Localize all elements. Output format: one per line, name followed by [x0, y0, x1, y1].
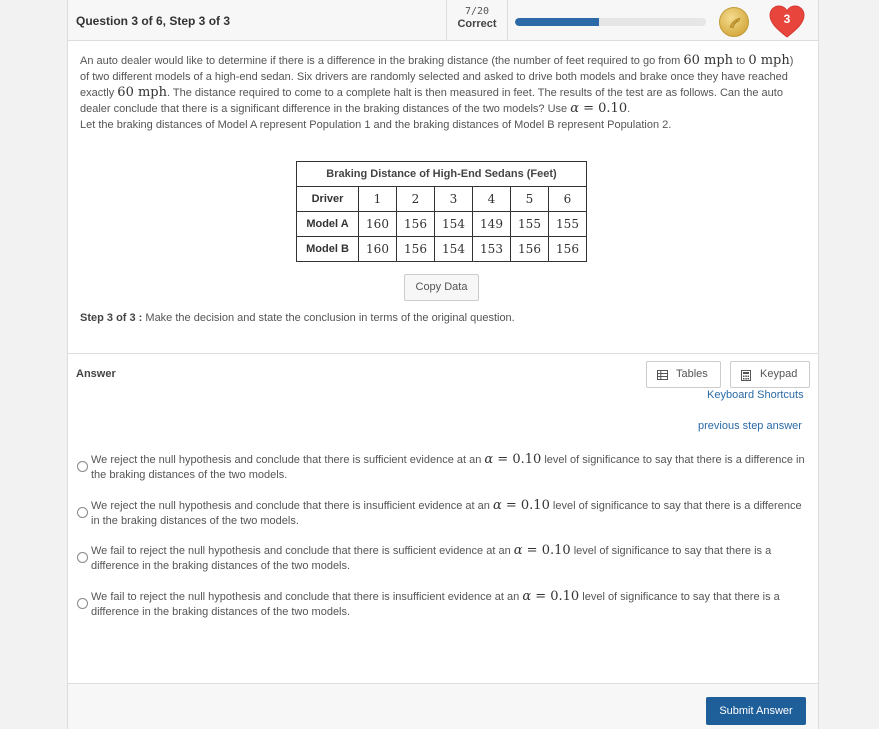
- braking-distance-table: [296, 161, 587, 262]
- progress-bar: [515, 18, 706, 26]
- step-instruction: [80, 312, 515, 324]
- table-cell: 154: [435, 237, 473, 262]
- question-header: [68, 0, 818, 41]
- option-radio[interactable]: [77, 598, 88, 609]
- table-row: [297, 237, 587, 262]
- keypad-button[interactable]: [730, 361, 810, 388]
- math-alpha-value: = 0.10: [578, 101, 628, 116]
- answer-label: Answer: [76, 368, 116, 380]
- table-header-cell: 1: [359, 187, 397, 212]
- table-cell: 154: [435, 212, 473, 237]
- table-header-cell: 5: [511, 187, 549, 212]
- coin-icon[interactable]: [719, 7, 749, 37]
- question-text: [80, 53, 796, 133]
- keypad-button-label: Keypad: [760, 368, 798, 380]
- option-text-part: We fail to reject the null hypothesis and conclude that there is insufficient evidence at an: [91, 591, 523, 603]
- table-cell: 155: [511, 212, 549, 237]
- option-text-part: We fail to reject the null hypothesis and conclude that there is sufficient evidence at an: [91, 545, 514, 557]
- score-box: [446, 0, 508, 41]
- table-icon: [657, 370, 668, 380]
- table-header-cell: 4: [473, 187, 511, 212]
- heart-icon: [769, 5, 805, 39]
- table-cell: 153: [473, 237, 511, 262]
- option-text-part: We reject the null hypothesis and conclude that there is sufficient evidence at an: [91, 454, 485, 466]
- math-alpha-value: = 0.10: [531, 589, 580, 604]
- option-text[interactable]: [91, 452, 806, 483]
- question-text-part: .: [627, 103, 631, 115]
- table-header-cell: 6: [549, 187, 587, 212]
- math-alpha-value: = 0.10: [501, 498, 550, 513]
- row-label: Model A: [297, 212, 359, 237]
- math-alpha-value: = 0.10: [493, 452, 542, 467]
- math-alpha: α: [522, 589, 532, 604]
- progress-fill: [515, 18, 599, 26]
- math-alpha: α: [513, 543, 523, 558]
- math-alpha: α: [492, 498, 502, 513]
- score-fraction: 7/20: [464, 6, 490, 17]
- section-divider: [68, 353, 818, 354]
- copy-data-button[interactable]: Copy Data: [404, 274, 479, 301]
- previous-step-answer-link[interactable]: previous step answer: [698, 420, 802, 432]
- table-header-row: [297, 187, 587, 212]
- table-cell: 149: [473, 212, 511, 237]
- question-text-part: . The distance required to come to a complete halt is then measured in feet. The results of the test are as follows. Can the auto dealer conclude that there is a significant difference in the braking distances of the two models? Use: [80, 87, 783, 115]
- option-text-part: level of significance to say that there is a difference in the braking distances of the two models.: [91, 454, 805, 481]
- option-text-part: level of significance to say that there is a difference in the braking distances of the two models.: [91, 545, 772, 572]
- question-title: Question 3 of 6, Step 3 of 3: [76, 14, 231, 28]
- submit-answer-button[interactable]: Submit Answer: [706, 697, 806, 725]
- score-label: Correct: [457, 18, 497, 30]
- math-speed: 60 mph: [683, 53, 734, 68]
- math-alpha: α: [570, 101, 579, 116]
- question-panel: [67, 0, 819, 729]
- table-cell: 156: [397, 212, 435, 237]
- hearts-count: 3: [783, 12, 791, 26]
- option-text[interactable]: [91, 589, 806, 620]
- table-cell: 160: [359, 212, 397, 237]
- table-cell: 156: [397, 237, 435, 262]
- footer-bar: [68, 683, 818, 729]
- math-alpha: α: [484, 452, 494, 467]
- table-header-label: Driver: [297, 187, 359, 212]
- question-text-part: Let the braking distances of Model A represent Population 1 and the braking distances of Model B represent Population 2.: [80, 119, 672, 131]
- tables-button[interactable]: [646, 361, 721, 388]
- option-text-part: level of significance to say that there is a difference in the braking distances of the two models.: [91, 591, 780, 618]
- table-header-cell: 3: [435, 187, 473, 212]
- table-cell: 155: [549, 212, 587, 237]
- option-text-part: We reject the null hypothesis and conclude that there is insufficient evidence at an: [91, 500, 493, 512]
- table-caption: Braking Distance of High-End Sedans (Feet): [297, 162, 587, 187]
- option-text[interactable]: [91, 498, 806, 529]
- row-label: Model B: [297, 237, 359, 262]
- question-text-part: ) of two different models of a high-end sedan. Six drivers are randomly selected and asked to drive both models and brake once they have reached exactly: [80, 55, 794, 99]
- option-text-part: level of significance to say that there is a difference in the braking distances of the two models.: [91, 500, 802, 527]
- option-text[interactable]: [91, 543, 806, 574]
- step-label: Step 3 of 3 :: [80, 312, 143, 324]
- math-speed: 60 mph: [117, 85, 167, 100]
- table-cell: 156: [549, 237, 587, 262]
- tables-button-label: Tables: [676, 368, 708, 380]
- question-text-part: An auto dealer would like to determine if there is a difference in the braking distance (the number of feet required to go from: [80, 55, 684, 67]
- step-text: Make the decision and state the conclusion in terms of the original question.: [145, 312, 515, 324]
- option-radio[interactable]: [77, 552, 88, 563]
- question-text-part: to: [733, 55, 749, 67]
- table-cell: 156: [511, 237, 549, 262]
- math-alpha-value: = 0.10: [522, 543, 571, 558]
- table-row: [297, 212, 587, 237]
- option-radio[interactable]: [77, 507, 88, 518]
- math-speed: 0 mph: [748, 53, 790, 68]
- table-cell: 160: [359, 237, 397, 262]
- option-radio[interactable]: [77, 461, 88, 472]
- calculator-icon: [741, 370, 751, 381]
- keyboard-shortcuts-link[interactable]: Keyboard Shortcuts: [707, 389, 804, 401]
- table-header-cell: 2: [397, 187, 435, 212]
